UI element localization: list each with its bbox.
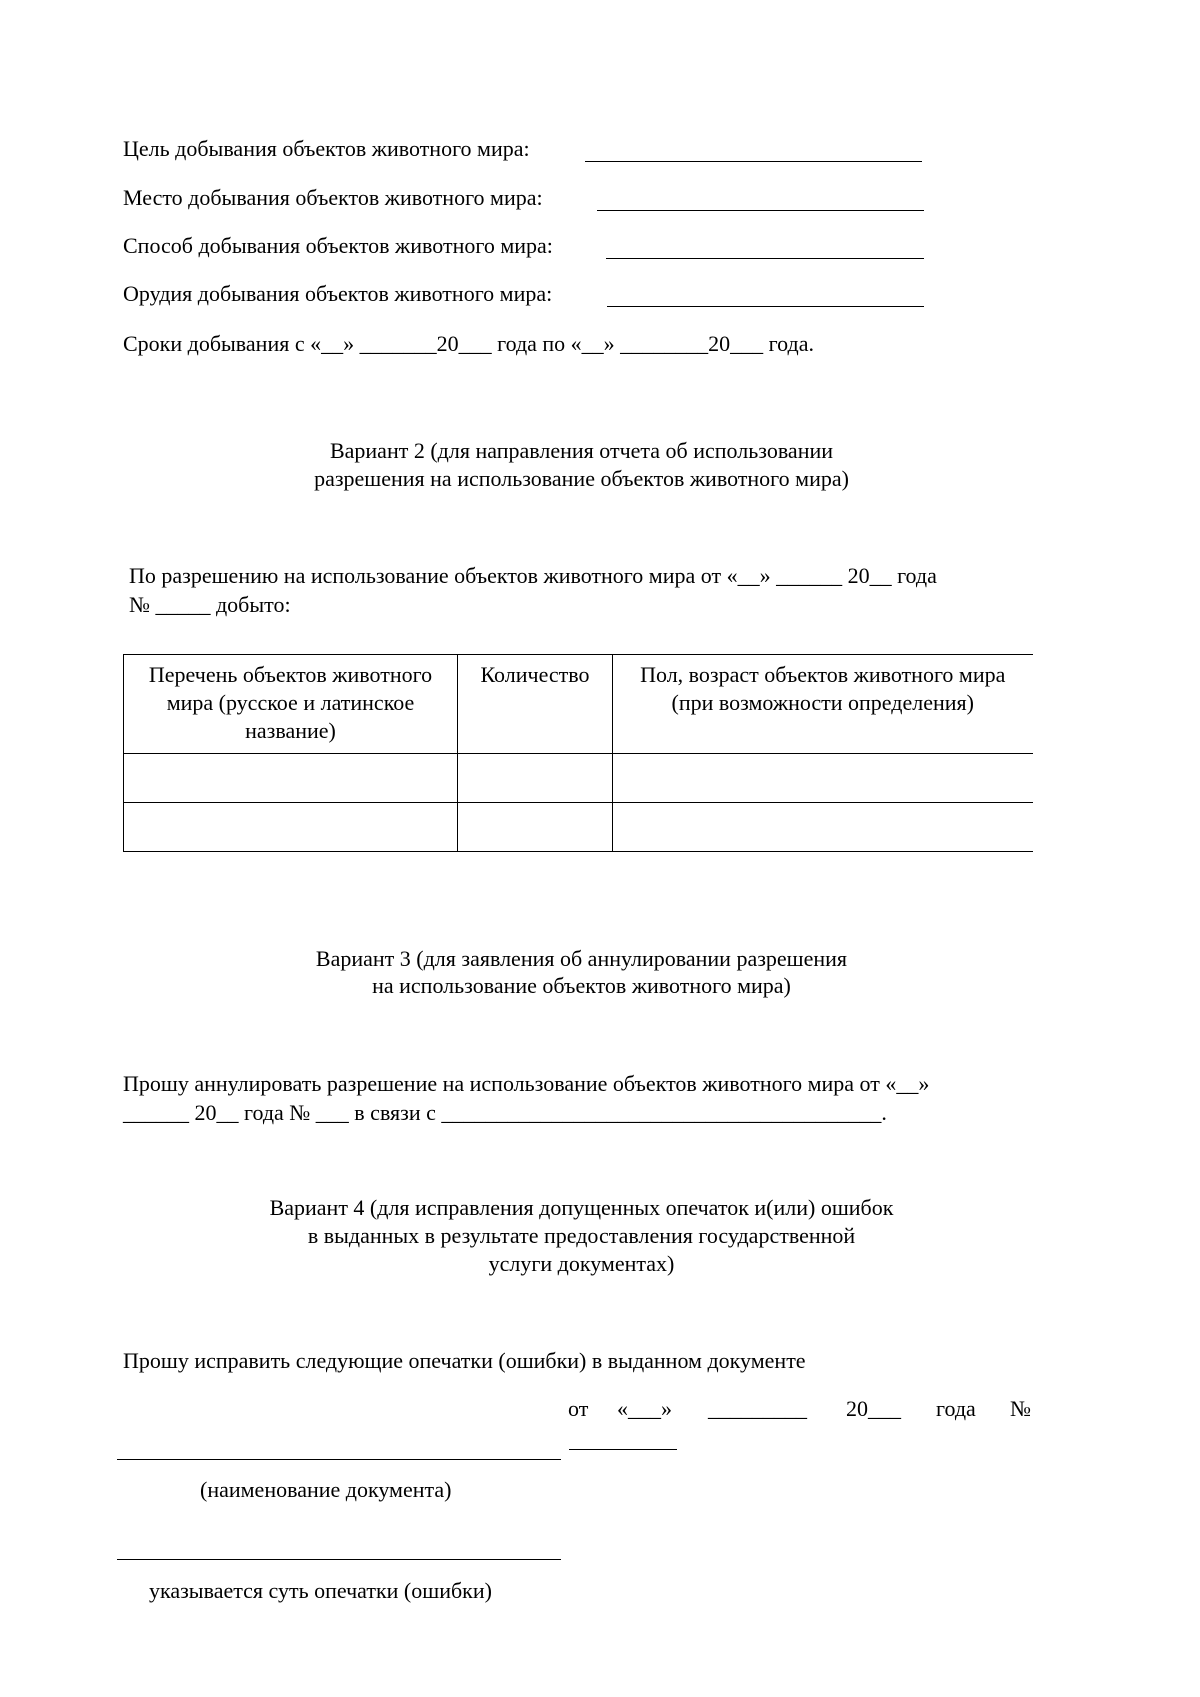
date-number-sign: № (1010, 1396, 1031, 1421)
table-row (124, 803, 1033, 852)
variant4-title-line2: в выданных в результате предоставления государственной (307, 1223, 856, 1248)
document-name-line[interactable] (117, 1459, 561, 1460)
header-sex-age: Пол, возраст объектов животного мира (при возможности определения) (613, 655, 1033, 754)
goal-label: Цель добывания объектов животного мира: (123, 136, 530, 161)
header-species: Перечень объектов животного мира (русское и латинское название) (124, 655, 458, 754)
variant3-title-line1: Вариант 3 (для заявления об аннулировании разрешения (315, 946, 848, 971)
variant4-text-line1: Прошу исправить следующие опечатки (ошибки) в выданном документе (123, 1348, 806, 1373)
variant3-title-line2: на использование объектов животного мира) (372, 973, 791, 998)
terms-line: Сроки добывания с «__» _______20___ года по «__» ________20___ года. (123, 331, 814, 356)
table-cell[interactable] (124, 754, 458, 803)
goal-field-line[interactable] (585, 161, 922, 162)
table-cell[interactable] (458, 754, 613, 803)
table-cell[interactable] (458, 803, 613, 852)
table-cell[interactable] (613, 803, 1033, 852)
variant4-title-line1: Вариант 4 (для исправления допущенных опечаток и(или) ошибок (269, 1195, 894, 1220)
table-cell[interactable] (613, 754, 1033, 803)
date-year: 20___ (846, 1396, 901, 1421)
harvest-table (123, 654, 1033, 852)
variant2-title-line2: разрешения на использование объектов животного мира) (314, 466, 849, 491)
table-cell[interactable] (124, 803, 458, 852)
tools-field-line[interactable] (607, 306, 924, 307)
table-row (124, 754, 1033, 803)
date-from: от (568, 1396, 589, 1421)
variant4-title-line3: услуги документах) (488, 1251, 675, 1276)
error-description-line[interactable] (117, 1559, 561, 1560)
date-month: _________ (708, 1396, 807, 1421)
header-quantity: Количество (458, 655, 613, 754)
variant3-text-line2: ______ 20__ года № ___ в связи с ________________________________________. (123, 1100, 887, 1125)
caption-error-essence: указывается суть опечатки (ошибки) (149, 1578, 492, 1603)
variant2-text-line2: № _____ добыто: (129, 592, 291, 617)
date-day: «___» (617, 1396, 672, 1421)
date-word: года (936, 1396, 976, 1421)
variant2-title-line1: Вариант 2 (для направления отчета об использовании (329, 438, 834, 463)
table-header-row (124, 655, 1033, 754)
document-number-line[interactable] (569, 1449, 677, 1450)
method-field-line[interactable] (606, 258, 924, 259)
tools-label: Орудия добывания объектов животного мира: (123, 281, 553, 306)
caption-document-name: (наименование документа) (200, 1477, 452, 1502)
place-field-line[interactable] (597, 210, 924, 211)
variant3-text-line1: Прошу аннулировать разрешение на использование объектов животного мира от «__» (123, 1071, 930, 1096)
method-label: Способ добывания объектов животного мира: (123, 233, 553, 258)
variant2-text-line1: По разрешению на использование объектов животного мира от «__» ______ 20__ года (129, 563, 937, 588)
place-label: Место добывания объектов животного мира: (123, 185, 543, 210)
